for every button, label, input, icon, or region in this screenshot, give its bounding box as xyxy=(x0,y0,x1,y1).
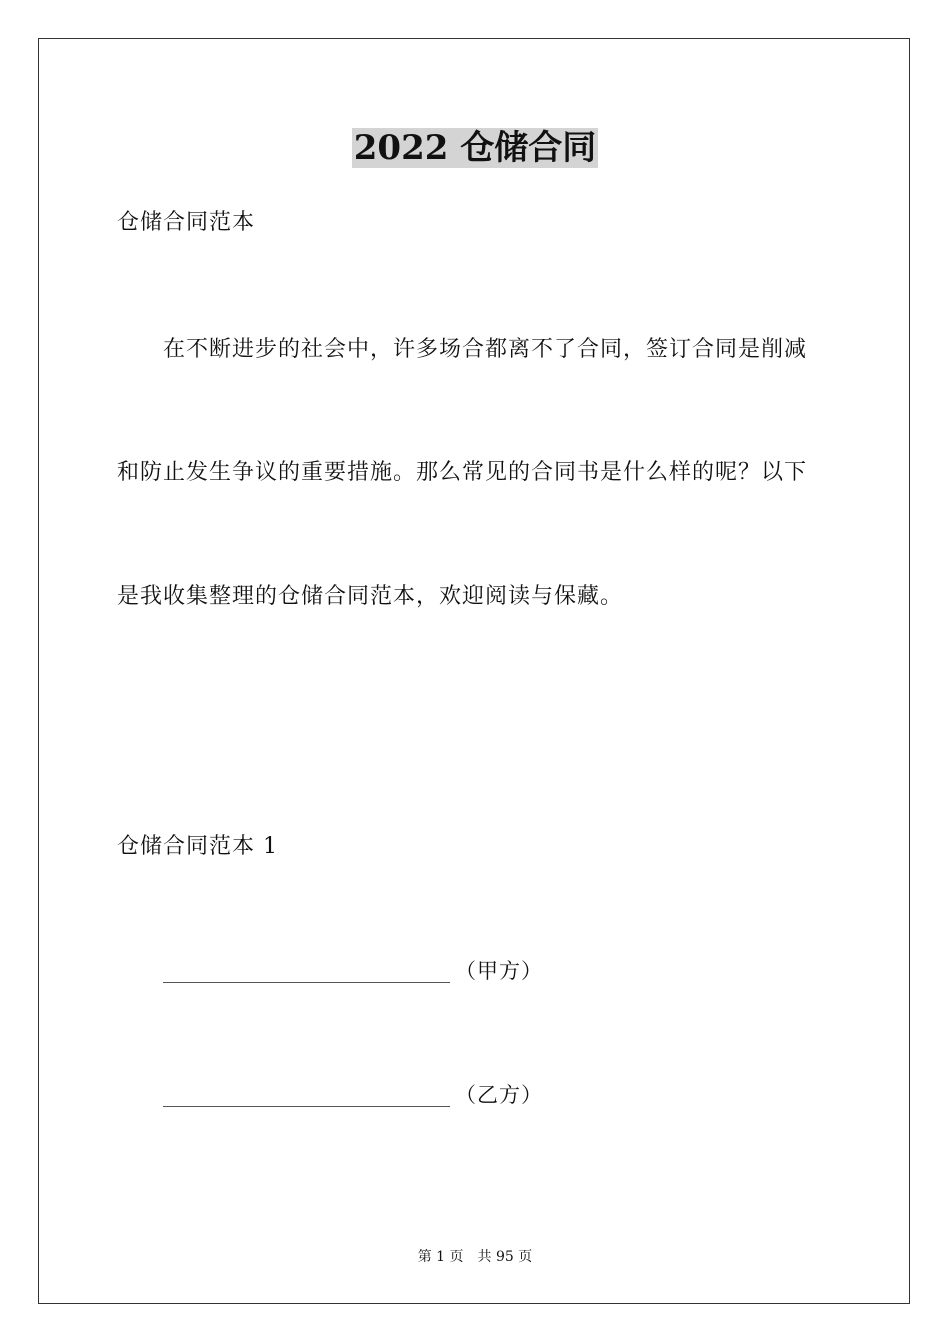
document-title xyxy=(0,128,950,168)
intro-line-2: 和防止发生争议的重要措施。那么常见的合同书是什么样的呢？以下 xyxy=(117,460,808,485)
page-footer xyxy=(0,1247,950,1267)
page-number: 第 1 页 xyxy=(417,1249,464,1265)
document-subtitle: 仓储合同范本 xyxy=(117,210,256,235)
party-a-label: （甲方） xyxy=(455,959,543,983)
intro-line-3: 是我收集整理的仓储合同范本，欢迎阅读与保藏。 xyxy=(117,584,624,609)
document-title-text: 2022 仓储合同 xyxy=(353,128,597,168)
intro-line-1: 在不断进步的社会中，许多场合都离不了合同，签订合同是削减 xyxy=(163,337,808,362)
section-heading: 仓储合同范本 1 xyxy=(117,834,278,859)
total-pages: 共 95 页 xyxy=(477,1249,533,1265)
party-a-blank-line xyxy=(163,982,450,983)
party-b-blank-line xyxy=(163,1106,450,1107)
party-b-label: （乙方） xyxy=(455,1083,543,1107)
